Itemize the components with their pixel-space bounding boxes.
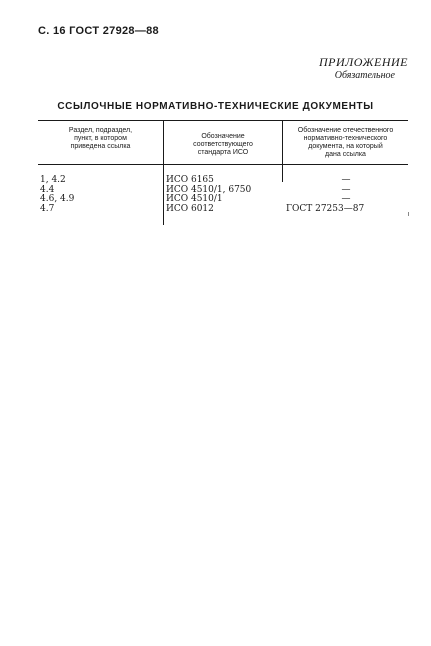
column-header-iso [164, 133, 282, 157]
reference-table [38, 120, 408, 225]
header-line: нормативно-технического [303, 135, 388, 142]
table-cell: ГОСТ 27253—87 [286, 203, 365, 214]
document-title: ССЫЛОЧНЫЕ НОРМАТИВНО-ТЕХНИЧЕСКИЕ ДОКУМЕНТЫ [57, 101, 374, 112]
header-line: пункт, в котором [74, 135, 127, 142]
iso-column [166, 176, 251, 214]
appendix-title: ПРИЛОЖЕНИЕ [319, 55, 408, 69]
header-divider [38, 164, 408, 165]
page-header: С. 16 ГОСТ 27928—88 [38, 25, 159, 37]
header-line: документа, на который [308, 143, 383, 150]
header-line: Обозначение отечественного [297, 127, 394, 134]
header-line: соответствующего [193, 141, 253, 148]
table-cell: 4.4 [40, 184, 55, 195]
column-header-section [38, 127, 163, 151]
table-cell: 1, 4.2 [40, 175, 66, 185]
appendix-subtitle: Обязательное [334, 70, 395, 81]
table-cell: — [341, 175, 351, 185]
section-column [40, 176, 74, 214]
header-line: стандарта ИСО [197, 149, 249, 156]
table-cell: ИСО 6165 [166, 175, 214, 185]
table-cell: ИСО 4510/1 [166, 194, 223, 204]
table-cell: 4.6, 4.9 [40, 194, 75, 204]
table-cell: ИСО 4510/1, 6750 [166, 184, 252, 195]
header-line: дана ссылка [325, 151, 366, 158]
column-header-national [283, 127, 408, 159]
header-line: Раздел, подраздел, [68, 127, 133, 134]
national-column [284, 176, 408, 214]
header-line: приведена ссылка [70, 143, 131, 150]
header-line: Обозначение [201, 133, 245, 140]
table-cell: — [341, 184, 351, 195]
table-top-rule [38, 120, 408, 121]
table-cell: ИСО 6012 [166, 203, 214, 214]
table-cell: — [341, 194, 351, 204]
scan-mark [408, 212, 409, 216]
table-cell: 4.7 [40, 203, 55, 214]
